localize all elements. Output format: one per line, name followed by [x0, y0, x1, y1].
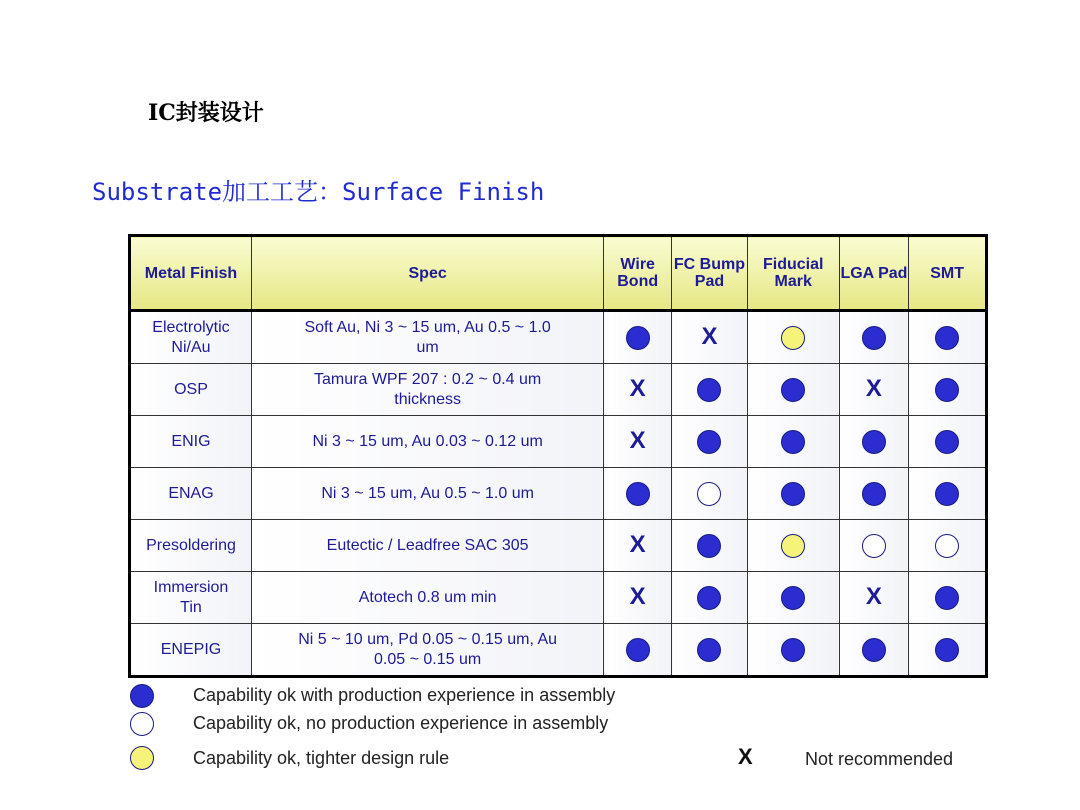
full-dot-icon [935, 482, 959, 506]
legend-yellow-dot-icon [130, 746, 154, 770]
full-dot-icon [935, 430, 959, 454]
cell-capability [604, 468, 672, 520]
cell-capability [672, 520, 748, 572]
legend-yellow-text: Capability ok, tighter design rule [193, 748, 450, 768]
open-dot-icon [697, 482, 721, 506]
cell-capability [909, 624, 987, 677]
not-recommended-x-icon: X [865, 583, 882, 611]
cell-capability [604, 311, 672, 364]
full-dot-icon [781, 638, 805, 662]
table-row [130, 416, 987, 468]
table-row [130, 311, 987, 364]
cell-capability [839, 364, 909, 416]
header-smt: SMT [909, 236, 987, 311]
table-body [130, 311, 987, 677]
slide-subtitle: Substrate加工工艺：Surface Finish [92, 178, 545, 206]
full-dot-icon [697, 378, 721, 402]
full-dot-icon [781, 378, 805, 402]
cell-capability [839, 468, 909, 520]
cell-capability [909, 311, 987, 364]
cell-capability [839, 520, 909, 572]
full-dot-icon [626, 326, 650, 350]
legend-x-icon: X [738, 744, 753, 769]
cell-capability [672, 364, 748, 416]
cell-capability [909, 364, 987, 416]
header-metal-finish: Metal Finish [130, 236, 252, 311]
not-recommended-x-icon: X [629, 375, 646, 403]
table-row [130, 624, 987, 677]
cell-spec: Ni 3 ~ 15 um, Au 0.5 ~ 1.0 um [251, 468, 603, 520]
table-row [130, 468, 987, 520]
cell-capability [604, 624, 672, 677]
yellow-dot-icon [781, 326, 805, 350]
surface-finish-table [128, 234, 988, 678]
cell-metal-finish: OSP [130, 364, 252, 416]
full-dot-icon [862, 482, 886, 506]
cell-capability [672, 624, 748, 677]
yellow-dot-icon [781, 534, 805, 558]
cell-capability [909, 416, 987, 468]
cell-capability [839, 624, 909, 677]
open-dot-icon [935, 534, 959, 558]
table-row [130, 572, 987, 624]
cell-metal-finish: Presoldering [130, 520, 252, 572]
cell-capability [672, 468, 748, 520]
cell-capability [604, 416, 672, 468]
cell-capability [839, 572, 909, 624]
not-recommended-x-icon: X [865, 375, 882, 403]
full-dot-icon [862, 326, 886, 350]
header-fiducial-mark: Fiducial Mark [747, 236, 839, 311]
full-dot-icon [935, 326, 959, 350]
legend-full-text: Capability ok with production experience in assembly [193, 685, 616, 705]
full-dot-icon [935, 378, 959, 402]
cell-metal-finish: Immersion Tin [130, 572, 252, 624]
cell-spec: Ni 5 ~ 10 um, Pd 0.05 ~ 0.15 um, Au 0.05 ~ 0.15 um [251, 624, 603, 677]
header-lga-pad: LGA Pad [839, 236, 909, 311]
cell-capability [747, 468, 839, 520]
cell-spec: Ni 3 ~ 15 um, Au 0.03 ~ 0.12 um [251, 416, 603, 468]
legend-open-dot-icon [130, 712, 154, 736]
cell-metal-finish: Electrolytic Ni/Au [130, 311, 252, 364]
cell-capability [909, 572, 987, 624]
full-dot-icon [697, 534, 721, 558]
full-dot-icon [781, 482, 805, 506]
cell-capability [672, 572, 748, 624]
cell-capability [747, 416, 839, 468]
cell-capability [747, 520, 839, 572]
cell-capability [604, 572, 672, 624]
legend-full-dot-icon [130, 684, 154, 708]
cell-capability [909, 468, 987, 520]
slide-title: IC封装设计 [148, 100, 264, 126]
cell-metal-finish: ENIG [130, 416, 252, 468]
cell-spec: Soft Au, Ni 3 ~ 15 um, Au 0.5 ~ 1.0 um [251, 311, 603, 364]
cell-capability [839, 311, 909, 364]
table-row [130, 364, 987, 416]
legend-open-text: Capability ok, no production experience in assembly [193, 713, 609, 733]
table-row [130, 520, 987, 572]
cell-spec: Atotech 0.8 um min [251, 572, 603, 624]
open-dot-icon [862, 534, 886, 558]
full-dot-icon [626, 482, 650, 506]
header-fc-bump-pad: FC Bump Pad [672, 236, 748, 311]
cell-spec: Tamura WPF 207 : 0.2 ~ 0.4 um thickness [251, 364, 603, 416]
cell-capability [747, 364, 839, 416]
cell-capability [909, 520, 987, 572]
header-wire-bond: Wire Bond [604, 236, 672, 311]
full-dot-icon [862, 638, 886, 662]
full-dot-icon [862, 430, 886, 454]
not-recommended-x-icon: X [701, 323, 718, 351]
cell-capability [604, 364, 672, 416]
cell-capability [747, 572, 839, 624]
full-dot-icon [697, 586, 721, 610]
not-recommended-x-icon: X [629, 427, 646, 455]
full-dot-icon [781, 586, 805, 610]
cell-capability [672, 416, 748, 468]
header-spec: Spec [251, 236, 603, 311]
cell-capability [839, 416, 909, 468]
cell-metal-finish: ENEPIG [130, 624, 252, 677]
cell-capability [747, 624, 839, 677]
full-dot-icon [697, 430, 721, 454]
full-dot-icon [781, 430, 805, 454]
cell-capability [672, 311, 748, 364]
cell-metal-finish: ENAG [130, 468, 252, 520]
cell-spec: Eutectic / Leadfree SAC 305 [251, 520, 603, 572]
not-recommended-x-icon: X [629, 583, 646, 611]
legend-x-text: Not recommended [805, 749, 954, 769]
not-recommended-x-icon: X [629, 531, 646, 559]
full-dot-icon [626, 638, 650, 662]
full-dot-icon [697, 638, 721, 662]
cell-capability [604, 520, 672, 572]
header-row [130, 236, 987, 311]
full-dot-icon [935, 586, 959, 610]
cell-capability [747, 311, 839, 364]
full-dot-icon [935, 638, 959, 662]
